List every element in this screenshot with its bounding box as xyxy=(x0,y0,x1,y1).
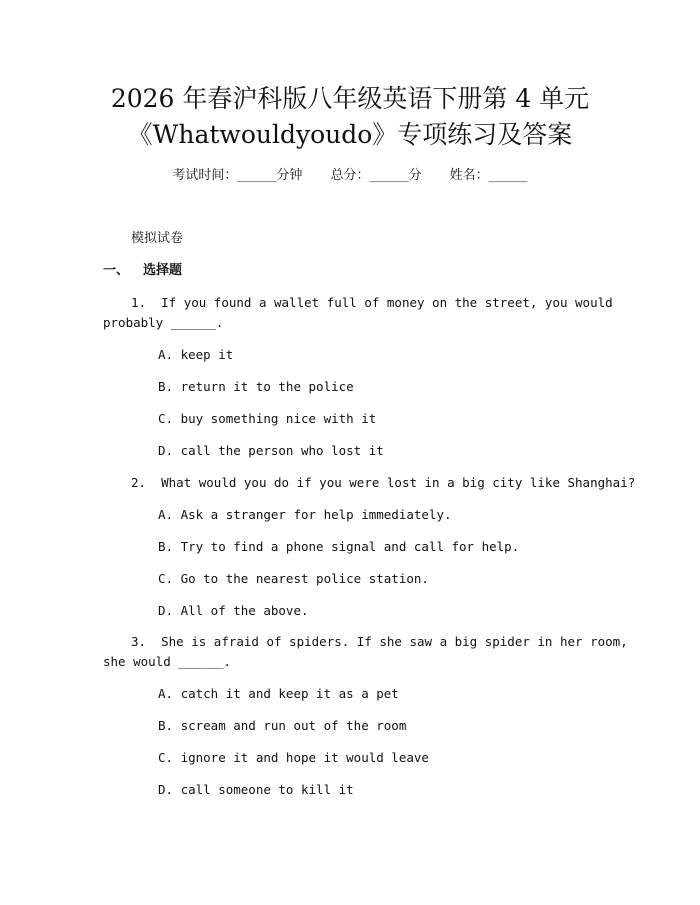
question-2-option-b: B. Try to find a phone signal and call for help. xyxy=(158,539,520,554)
question-number: 3. xyxy=(131,634,147,649)
total-score-field: 总分：______分 xyxy=(330,168,422,183)
document-title-line2: 《Whatwouldyoudo》专项练习及答案 xyxy=(127,120,573,149)
question-1-option-b: B. return it to the police xyxy=(158,379,354,394)
question-2-option-c: C. Go to the nearest police station. xyxy=(158,571,429,586)
question-1-option-d: D. call the person who lost it xyxy=(158,443,384,458)
question-3-option-b: B. scream and run out of the room xyxy=(158,718,407,733)
question-text: She is afraid of spiders. If she saw a big spider in her room, xyxy=(161,634,628,649)
question-1-option-c: C. buy something nice with it xyxy=(158,411,377,426)
question-2-line1 xyxy=(131,473,635,493)
question-3-option-c: C. ignore it and hope it would leave xyxy=(158,750,429,765)
section-number: 一、 xyxy=(103,263,130,278)
section-heading xyxy=(103,261,182,281)
question-3-option-d: D. call someone to kill it xyxy=(158,782,354,797)
question-2-option-a: A. Ask a stranger for help immediately. xyxy=(158,507,452,522)
question-3-option-a: A. catch it and keep it as a pet xyxy=(158,686,399,701)
student-name-field: 姓名：______ xyxy=(449,168,528,183)
question-1-line2: probably ______. xyxy=(103,315,224,330)
question-1-option-a: A. keep it xyxy=(158,347,234,362)
question-3-line2: she would ______. xyxy=(103,654,231,669)
document-title-line1: 2026 年春沪科版八年级英语下册第 4 单元 xyxy=(110,84,590,113)
question-number: 2. xyxy=(131,475,147,490)
section-title: 选择题 xyxy=(143,263,183,278)
question-number: 1. xyxy=(131,295,147,310)
exam-time-field: 考试时间：______分钟 xyxy=(172,168,303,183)
question-3-line1 xyxy=(131,632,628,652)
question-2-option-d: D. All of the above. xyxy=(158,603,309,618)
question-text: What would you do if you were lost in a big city like Shanghai? xyxy=(161,475,636,490)
mock-exam-label: 模拟试卷 xyxy=(131,231,184,246)
exam-meta xyxy=(0,166,700,186)
question-1-line1 xyxy=(131,293,613,313)
question-text: If you found a wallet full of money on the street, you would xyxy=(161,295,613,310)
